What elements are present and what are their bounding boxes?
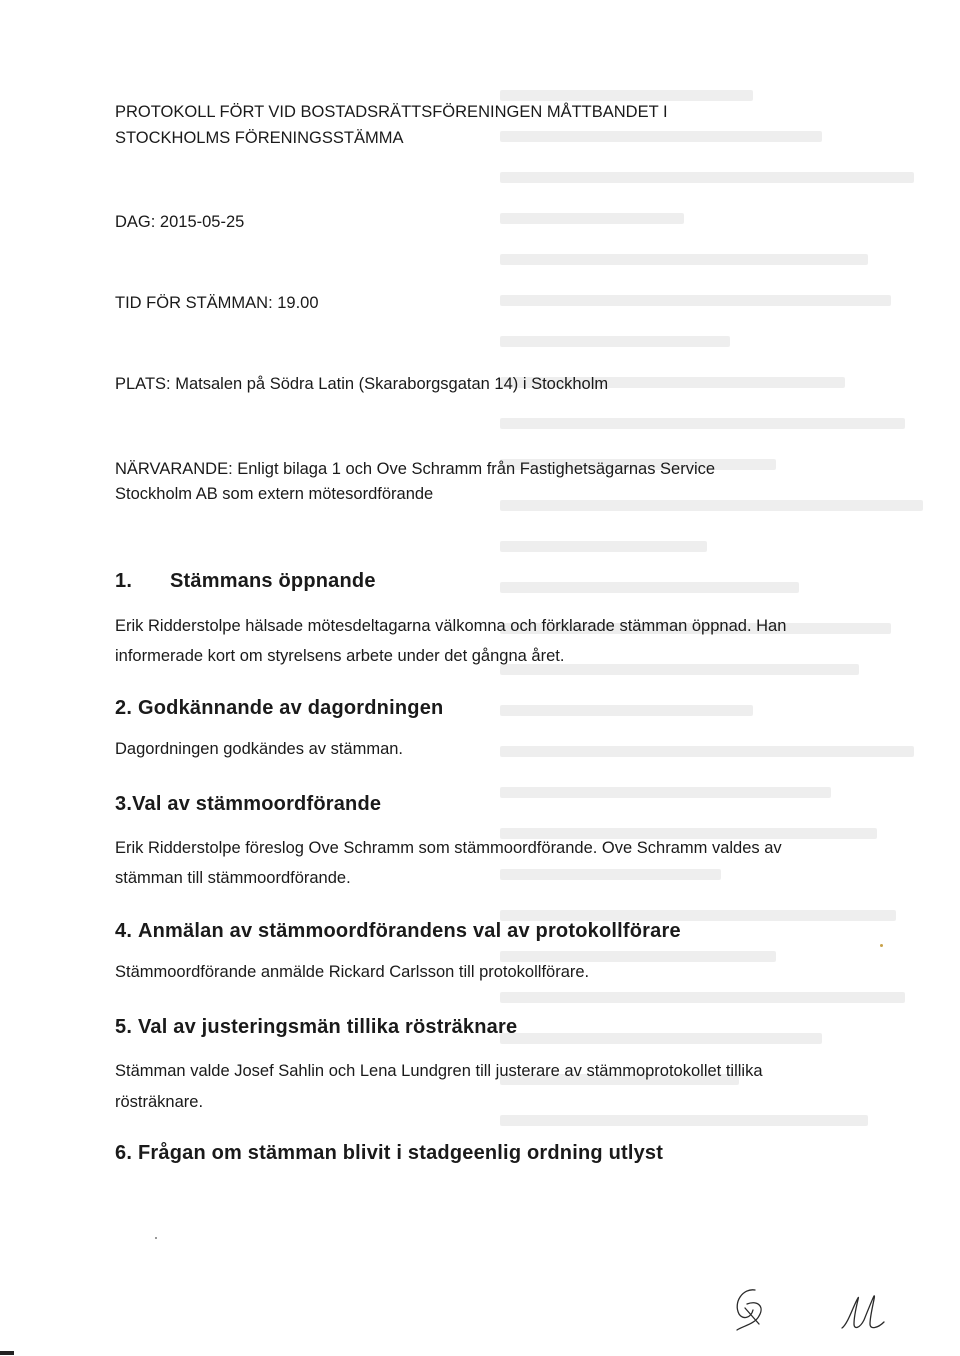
attendees-line1: NÄRVARANDE: Enligt bilaga 1 och Ove Schramm från Fastighetsägarnas Service <box>115 460 716 478</box>
section-body-line: rösträknare. <box>115 1093 204 1111</box>
scan-speck <box>880 944 883 947</box>
section-body-line: Stämmoordförande anmälde Rickard Carlsson till protokollförare. <box>115 963 590 981</box>
section-heading <box>115 1142 663 1165</box>
document-title-line2: STOCKHOLMS FÖRENINGSSTÄMMA <box>115 129 404 147</box>
section-number: 4. <box>115 920 133 942</box>
section-body-line: Stämman valde Josef Sahlin och Lena Lundgren till justerare av stämmoprotokollet tillika <box>115 1062 763 1080</box>
section-heading <box>115 570 376 593</box>
section-body-line: informerade kort om styrelsens arbete under det gångna året. <box>115 647 565 665</box>
signature-initials-1 <box>725 1280 775 1335</box>
section-heading <box>115 1016 517 1039</box>
section-title: Val av stämmoordförande <box>132 793 382 815</box>
section-number: 6. <box>115 1142 133 1164</box>
scan-speck <box>155 1237 157 1239</box>
section-body-line: stämman till stämmoordförande. <box>115 869 351 887</box>
section-title: Val av justeringsmän tillika rösträknare <box>138 1016 518 1038</box>
section-body-line: Erik Ridderstolpe hälsade mötesdeltagarna välkomna och förklarade stämman öppnad. Han <box>115 617 787 635</box>
section-title: Anmälan av stämmoordförandens val av protokollförare <box>138 920 681 942</box>
meeting-place: PLATS: Matsalen på Södra Latin (Skaraborgsgatan 14) i Stockholm <box>115 375 609 393</box>
section-number: 3. <box>115 793 133 815</box>
document-title-line1: PROTOKOLL FÖRT VID BOSTADSRÄTTSFÖRENINGEN MÅTTBANDET I <box>115 103 668 121</box>
meeting-date: DAG: 2015-05-25 <box>115 213 245 231</box>
section-heading <box>115 697 443 720</box>
section-number: 2. <box>115 697 133 719</box>
section-heading <box>115 920 681 943</box>
signature-initials-2 <box>838 1290 898 1335</box>
section-title: Frågan om stämman blivit i stadgeenlig ordning utlyst <box>138 1142 664 1164</box>
attendees-line2: Stockholm AB som extern mötesordförande <box>115 485 434 503</box>
show-through-background <box>500 90 960 1220</box>
scan-mark <box>0 1351 14 1355</box>
section-title: Godkännande av dagordningen <box>138 697 444 719</box>
meeting-time: TID FÖR STÄMMAN: 19.00 <box>115 294 319 312</box>
section-body-line: Dagordningen godkändes av stämman. <box>115 740 404 758</box>
section-heading <box>115 793 381 816</box>
section-body-line: Erik Ridderstolpe föreslog Ove Schramm som stämmoordförande. Ove Schramm valdes av <box>115 839 782 857</box>
section-number: 5. <box>115 1016 133 1038</box>
section-title: Stämmans öppnande <box>170 570 376 592</box>
section-number: 1. <box>115 570 133 592</box>
